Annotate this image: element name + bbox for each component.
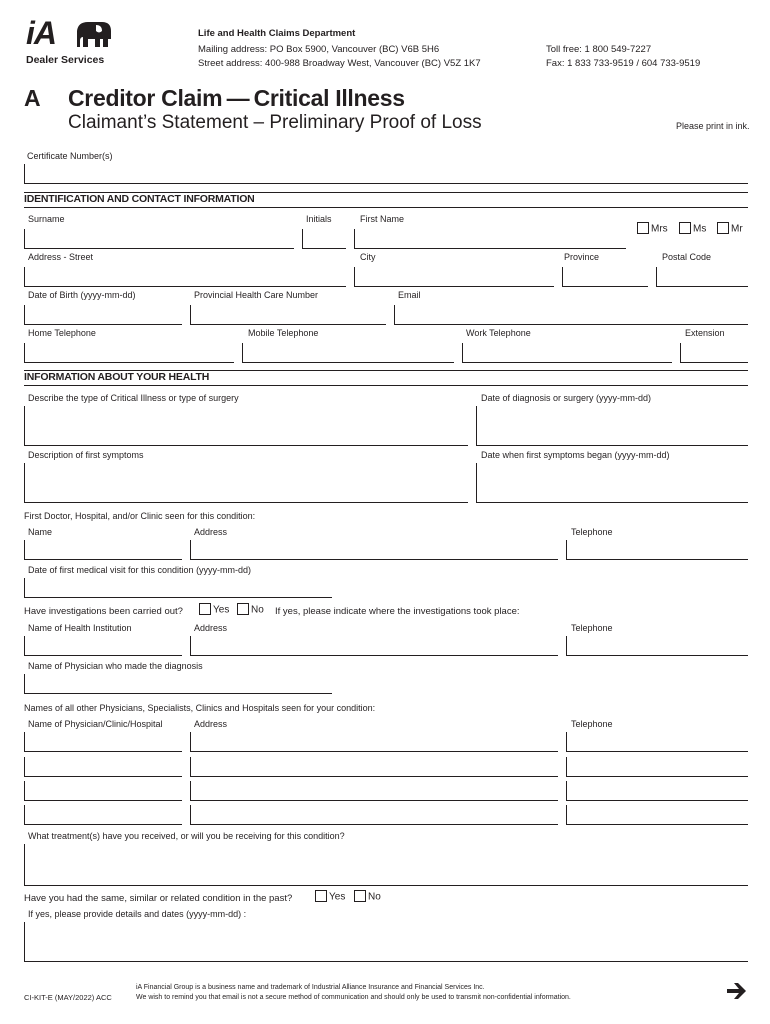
similar-yes-checkbox[interactable]: [315, 890, 327, 902]
doctor-name-label: Name: [28, 527, 53, 537]
province-field[interactable]: [562, 267, 648, 287]
home-telephone-field[interactable]: [24, 343, 234, 363]
diagnosing-physician-label: Name of Physician who made the diagnosis: [28, 661, 203, 671]
physician-address-label: Address: [194, 719, 228, 729]
title-mrs: [637, 223, 668, 235]
institution-telephone-field[interactable]: [566, 636, 748, 656]
investigations-no: [237, 604, 264, 616]
physician-address-field-3[interactable]: [190, 781, 558, 801]
physician-address-field-1[interactable]: [190, 732, 558, 752]
doctor-name-field[interactable]: [24, 540, 182, 560]
physician-telephone-field-4[interactable]: [566, 805, 748, 825]
symptoms-label: Description of first symptoms: [28, 450, 144, 460]
mobile-telephone-field[interactable]: [242, 343, 454, 363]
symptoms-date-field[interactable]: [476, 463, 748, 503]
doctor-address-label: Address: [194, 527, 228, 537]
illness-type-label: Describe the type of Critical Illness or type of surgery: [28, 393, 239, 403]
first-visit-field[interactable]: [24, 578, 332, 598]
page-subtitle: Claimant’s Statement – Preliminary Proof of Loss: [68, 112, 482, 133]
physician-clinic-label: Name of Physician/Clinic/Hospital: [28, 719, 163, 729]
symptoms-date-label: Date when first symptoms began (yyyy-mm-dd): [481, 450, 670, 460]
mrs-label: Mrs: [651, 223, 668, 235]
details-field[interactable]: [24, 922, 748, 962]
institution-address-label: Address: [194, 623, 228, 633]
similar-no: [354, 891, 381, 903]
yes-label: Yes: [329, 891, 346, 903]
investigations-where-label: If yes, please indicate where the investigations took place:: [275, 606, 520, 617]
similar-condition-question: Have you had the same, similar or related condition in the past?: [24, 893, 293, 904]
institution-address-field[interactable]: [190, 636, 558, 656]
no-label: No: [251, 604, 264, 616]
investigations-question: Have investigations been carried out?: [24, 606, 183, 617]
section-divider: [24, 385, 748, 386]
investigations-no-checkbox[interactable]: [237, 603, 249, 615]
institution-label: Name of Health Institution: [28, 623, 132, 633]
street-address: Street address: 400-988 Broadway West, Vancouver (BC) V5Z 1K7: [198, 58, 481, 69]
investigations-yes-checkbox[interactable]: [199, 603, 211, 615]
physician-name-field-4[interactable]: [24, 805, 182, 825]
elephant-icon: [74, 19, 114, 49]
section-letter: A: [24, 85, 41, 111]
other-physicians-label: Names of all other Physicians, Specialists, Clinics and Hospitals seen for your condition:: [24, 703, 376, 713]
next-page-arrow-icon[interactable]: [725, 980, 749, 1002]
mr-checkbox[interactable]: [717, 222, 729, 234]
doctor-telephone-label: Telephone: [571, 527, 613, 537]
form-code: CI-KIT-E (MAY/2022) ACC: [24, 993, 112, 1002]
doctor-address-field[interactable]: [190, 540, 558, 560]
address-label: Address - Street: [28, 252, 94, 262]
first-visit-label: Date of first medical visit for this condition (yyyy-mm-dd): [28, 565, 252, 575]
dob-field[interactable]: [24, 305, 182, 325]
ms-label: Ms: [693, 223, 707, 235]
physician-name-field-3[interactable]: [24, 781, 182, 801]
institution-field[interactable]: [24, 636, 182, 656]
physician-telephone-field-1[interactable]: [566, 732, 748, 752]
illness-type-field[interactable]: [24, 406, 468, 446]
footer-email-notice: We wish to remind you that email is not a secure method of communication and should only be used to transmit non-confidential information.: [136, 994, 571, 1001]
health-card-field[interactable]: [190, 305, 386, 325]
mrs-checkbox[interactable]: [637, 222, 649, 234]
no-label: No: [368, 891, 381, 903]
logo-sub: Dealer Services: [26, 54, 105, 66]
first-name-field[interactable]: [354, 229, 626, 249]
toll-free: Toll free: 1 800 549-7227: [546, 44, 652, 55]
email-label: Email: [398, 290, 421, 300]
investigations-yes: [199, 604, 229, 616]
address-field[interactable]: [24, 267, 346, 287]
fax-number: Fax: 1 833 733-9519 / 604 733-9519: [546, 58, 701, 69]
similar-yes: [315, 891, 345, 903]
postal-code-label: Postal Code: [662, 252, 712, 262]
physician-telephone-field-3[interactable]: [566, 781, 748, 801]
work-telephone-field[interactable]: [462, 343, 672, 363]
extension-field[interactable]: [680, 343, 748, 363]
health-card-label: Provincial Health Care Number: [194, 290, 319, 300]
postal-code-field[interactable]: [656, 267, 748, 287]
certificate-label: Certificate Number(s): [27, 151, 113, 161]
initials-label: Initials: [306, 214, 332, 224]
extension-label: Extension: [685, 328, 725, 338]
title-ms: [679, 223, 706, 235]
first-doctor-label: First Doctor, Hospital, and/or Clinic seen for this condition:: [24, 511, 256, 521]
city-label: City: [360, 252, 376, 262]
ms-checkbox[interactable]: [679, 222, 691, 234]
physician-telephone-label: Telephone: [571, 719, 613, 729]
physician-address-field-4[interactable]: [190, 805, 558, 825]
similar-no-checkbox[interactable]: [354, 890, 366, 902]
health-heading: INFORMATION ABOUT YOUR HEALTH: [24, 371, 210, 383]
initials-field[interactable]: [302, 229, 346, 249]
department-title: Life and Health Claims Department: [198, 28, 356, 39]
dob-label: Date of Birth (yyyy-mm-dd): [28, 290, 136, 300]
diagnosis-date-field[interactable]: [476, 406, 748, 446]
mobile-telephone-label: Mobile Telephone: [248, 328, 319, 338]
yes-label: Yes: [213, 604, 230, 616]
email-field[interactable]: [394, 305, 748, 325]
symptoms-field[interactable]: [24, 463, 468, 503]
treatment-label: What treatment(s) have you received, or will you be receiving for this condition?: [28, 831, 345, 841]
diagnosis-date-label: Date of diagnosis or surgery (yyyy-mm-dd): [481, 393, 652, 403]
ia-logo: [24, 16, 120, 68]
page-title: Creditor Claim — Critical Illness: [68, 85, 405, 111]
logo-text: iA: [26, 15, 56, 51]
home-telephone-label: Home Telephone: [28, 328, 96, 338]
title-mr: [717, 223, 743, 235]
details-label: If yes, please provide details and dates (yyyy-mm-dd) :: [28, 909, 247, 919]
work-telephone-label: Work Telephone: [466, 328, 531, 338]
first-name-label: First Name: [360, 214, 405, 224]
certificate-field[interactable]: [24, 164, 748, 184]
diagnosing-physician-field[interactable]: [24, 674, 332, 694]
print-note: Please print in ink.: [676, 121, 750, 131]
institution-telephone-label: Telephone: [571, 623, 613, 633]
doctor-telephone-field[interactable]: [566, 540, 748, 560]
physician-telephone-field-2[interactable]: [566, 757, 748, 777]
treatment-field[interactable]: [24, 844, 748, 886]
mailing-address: Mailing address: PO Box 5900, Vancouver (BC) V6B 5H6: [198, 44, 440, 55]
physician-address-field-2[interactable]: [190, 757, 558, 777]
city-field[interactable]: [354, 267, 554, 287]
physician-name-field-2[interactable]: [24, 757, 182, 777]
section-divider: [24, 207, 748, 208]
physician-name-field-1[interactable]: [24, 732, 182, 752]
identification-heading: IDENTIFICATION AND CONTACT INFORMATION: [24, 193, 255, 205]
surname-field[interactable]: [24, 229, 294, 249]
province-label: Province: [564, 252, 600, 262]
surname-label: Surname: [28, 214, 65, 224]
mr-label: Mr: [731, 223, 743, 235]
footer-trademark: iA Financial Group is a business name and trademark of Industrial Alliance Insurance and Financial Services Inc.: [136, 984, 485, 991]
